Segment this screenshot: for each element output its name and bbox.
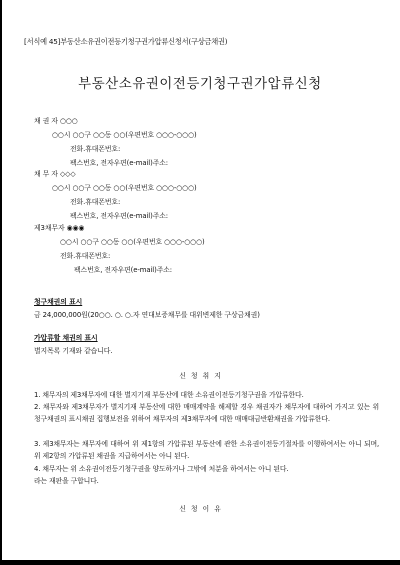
- debtor-fax-email: 팩스번호, 전자우편(e-mail)주소:: [70, 212, 169, 220]
- purpose-heading: 신 청 취 지: [179, 372, 221, 380]
- page-bottom-border: [0, 560, 400, 565]
- creditor-label: 채 권 자 ○○○: [34, 117, 78, 125]
- third-debtor-label: 제3채무자 ◉◉◉: [34, 224, 85, 232]
- debtor-phone: 전화.휴대폰번호:: [70, 198, 121, 206]
- debtor-address: ○○시 ○○구 ○○동 ○○(우편번호 ○○○-○○○): [52, 184, 197, 192]
- purpose-item-4: 4. 채무자는 위 소유권이전등기청구권을 양도하거나 그밖에 처분을 하여서는 아니 된다.: [34, 465, 289, 473]
- document-title: 부동산소유권이전등기청구권가압류신청: [78, 77, 322, 92]
- purpose-closing: 라는 재판을 구합니다.: [34, 477, 99, 485]
- creditor-phone: 전화.휴대폰번호:: [70, 145, 121, 153]
- third-debtor-phone: 전화.휴대폰번호:: [60, 252, 111, 260]
- purpose-item-1: 1. 채무자의 제3채무자에 대한 별지기재 부동산에 대한 소유권이전등기청구권을 가압류한다.: [34, 391, 304, 399]
- creditor-fax-email: 팩스번호, 전자우편(e-mail)주소:: [70, 159, 169, 167]
- debtor-label: 채 무 자 ◇◇◇: [34, 170, 76, 178]
- claim-text: 금 24,000,000원(20○○. ○. ○.자 연대보증채무를 대위변제한 구상금채권): [34, 311, 260, 319]
- claim-heading: 청구채권의 표시: [34, 298, 83, 306]
- third-debtor-address: ○○시 ○○구 ○○동 ○○(우편번호 ○○○-○○○): [60, 238, 205, 246]
- seized-claim-text: 별지목록 기재와 같습니다.: [34, 347, 113, 355]
- creditor-address: ○○시 ○○구 ○○동 ○○(우편번호 ○○○-○○○): [52, 131, 197, 139]
- seized-claim-heading: 가압류할 채권의 표시: [34, 334, 98, 342]
- third-debtor-fax-email: 팩스번호, 전자우편(e-mail)주소:: [74, 266, 173, 274]
- form-tag: [서식예 45]부동산소유권이전등기청구권가압류신청서(구상금채권): [24, 37, 228, 46]
- reason-heading: 신 청 이 유: [179, 505, 221, 513]
- purpose-item-2: 2. 채무자와 제3채무자가 별지기재 부동산에 대한 매매계약을 해제할 경우 채권자가 채무자에 대하여 가지고 있는 위 청구채권의 표시채권 집행보전을 위하여 채무자의 제3채무자에 대한 매매대금반환채권을 가압류한다.: [34, 403, 379, 424]
- purpose-item-3: 3. 제3채무자는 채무자에 대하여 위 제1항의 가압류된 부동산에 관한 소유권이전등기절차를 이행하여서는 아니 되며, 위 제2항의 가압류된 채권을 지급하여서는 아니 된다.: [34, 440, 379, 461]
